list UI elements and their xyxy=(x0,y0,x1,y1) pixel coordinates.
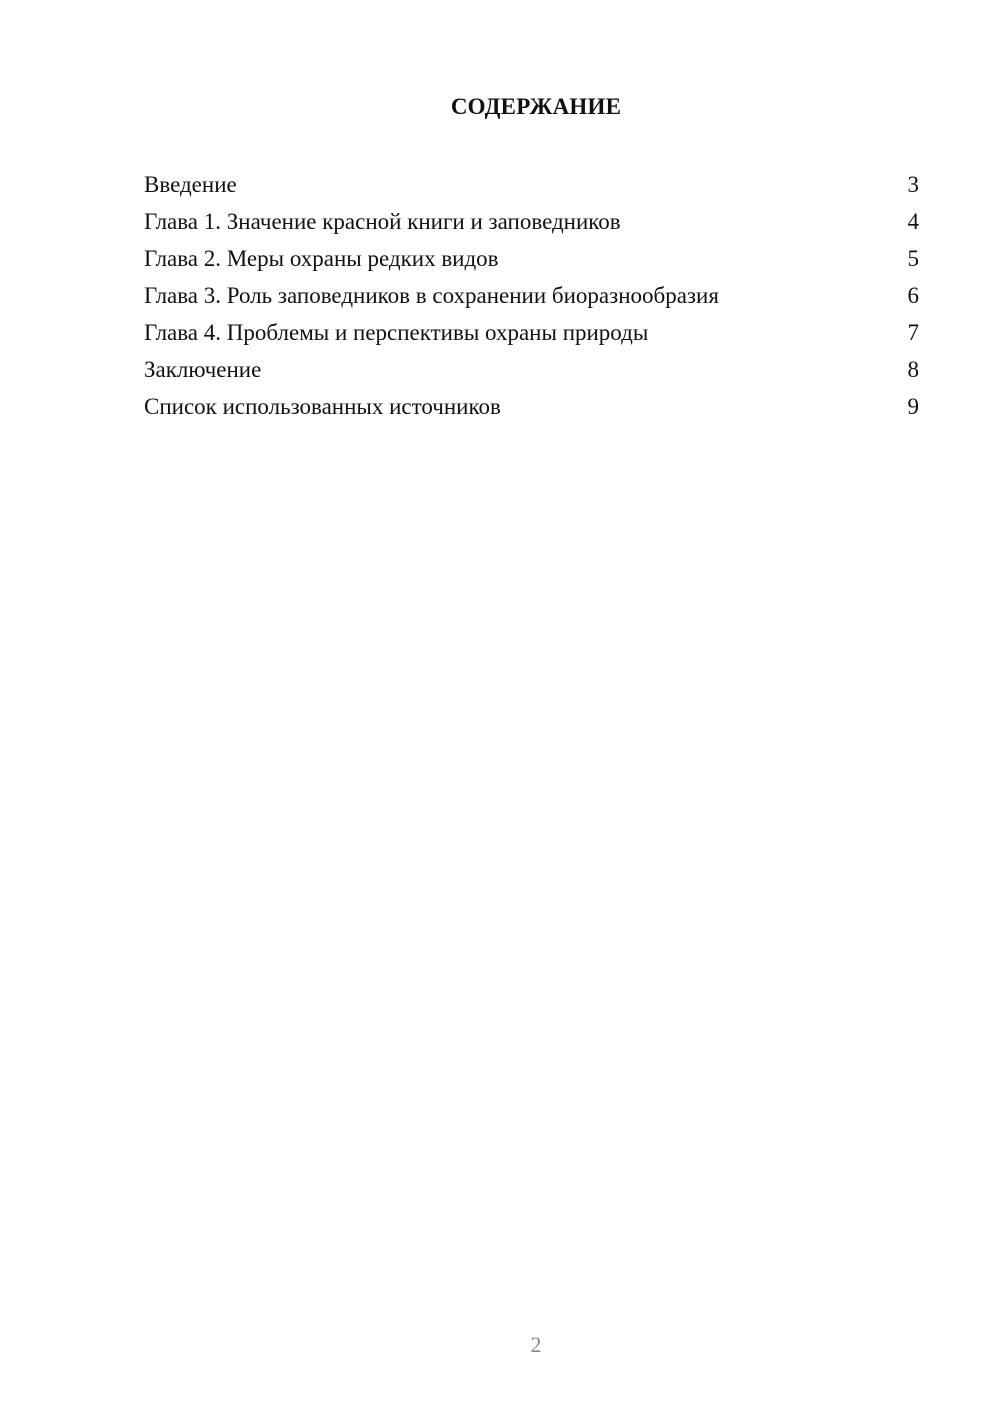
page-number: 2 xyxy=(530,1332,542,1357)
toc-entry-conclusion xyxy=(144,353,919,390)
toc-entry-title: Список использованных источников xyxy=(144,394,501,419)
toc-entry-introduction xyxy=(144,168,919,205)
toc-entry-title: Заключение xyxy=(144,357,262,382)
toc-entry-page: 6 xyxy=(907,283,919,308)
toc-entry-chapter-3 xyxy=(144,279,919,316)
toc-entry-chapter-2 xyxy=(144,242,919,279)
toc-entry-chapter-1 xyxy=(144,205,919,242)
toc-entry-title: Глава 3. Роль заповедников в сохранении биоразнообразия xyxy=(144,283,719,308)
toc-entry-references xyxy=(144,390,919,427)
table-of-contents xyxy=(144,168,919,427)
toc-entry-title: Глава 4. Проблемы и перспективы охраны природы xyxy=(144,320,649,345)
toc-entry-title: Глава 2. Меры охраны редких видов xyxy=(144,246,499,271)
toc-entry-title: Глава 1. Значение красной книги и заповедников xyxy=(144,209,621,234)
toc-entry-page: 8 xyxy=(907,357,919,382)
toc-entry-page: 5 xyxy=(907,246,919,271)
toc-entry-page: 9 xyxy=(907,394,919,419)
page-title: СОДЕРЖАНИЕ xyxy=(450,94,622,119)
toc-entry-page: 3 xyxy=(907,172,919,197)
toc-entry-page: 7 xyxy=(907,320,919,345)
toc-entry-chapter-4 xyxy=(144,316,919,353)
toc-entry-page: 4 xyxy=(907,209,919,234)
toc-entry-title: Введение xyxy=(144,172,237,197)
